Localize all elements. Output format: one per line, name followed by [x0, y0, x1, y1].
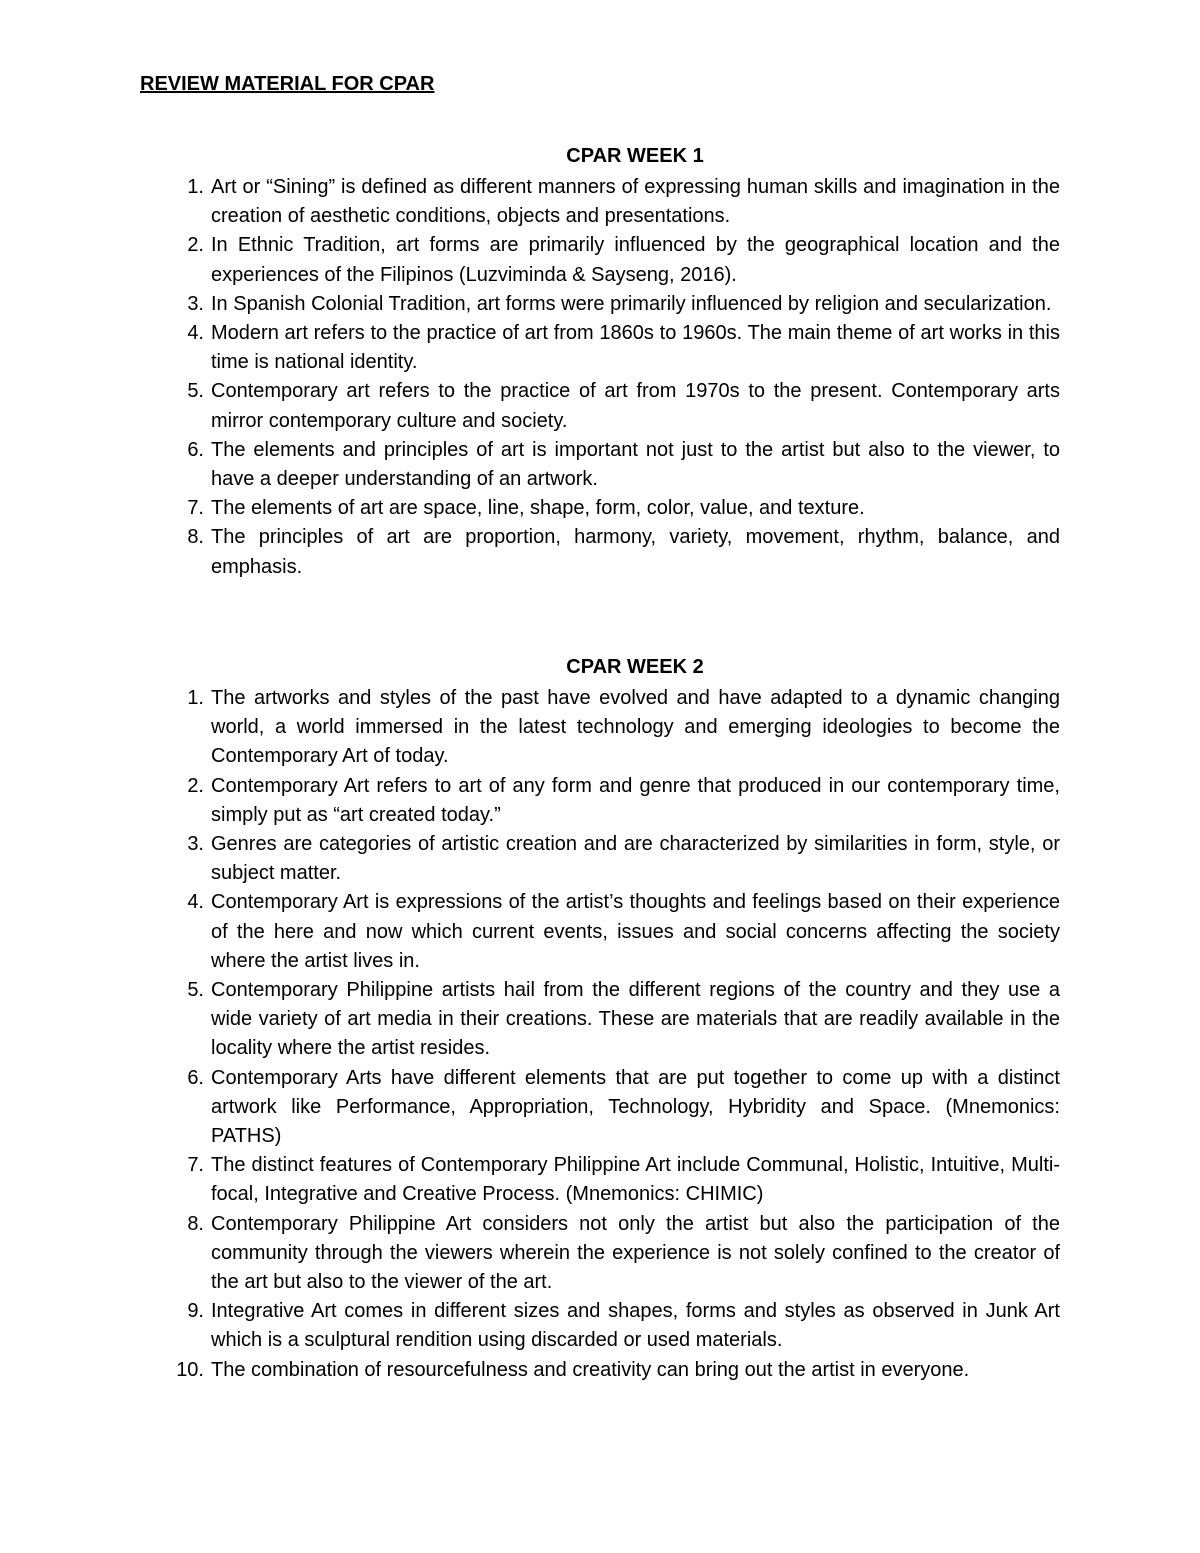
item-number: 5.	[187, 979, 204, 1002]
item-number: 10.	[176, 1358, 204, 1381]
week1-list	[140, 173, 1060, 582]
item-number: 2.	[187, 774, 204, 797]
item-text: The elements of art are space, line, shape, form, color, value, and texture.	[211, 497, 865, 520]
item-text: Contemporary Arts have different elements that are put together to come up with a distinct artwork like Performance, Appropriation, Technology, Hybridity and Space. (Mnemonics: PATHS)	[211, 1066, 1060, 1148]
item-text: Art or “Sining” is defined as different manners of expressing human skills and imagination in the creation of aesthetic conditions, objects and presentations.	[211, 176, 1060, 228]
item-number: 4.	[187, 322, 204, 345]
item-number: 8.	[187, 526, 204, 549]
week2-list	[140, 684, 1060, 1385]
item-text: The principles of art are proportion, harmony, variety, movement, rhythm, balance, and emphasis.	[211, 526, 1060, 578]
week1-section	[140, 142, 1060, 582]
item-text: The distinct features of Contemporary Philippine Art include Communal, Holistic, Intuitive, Multi-focal, Integrative and Creative Process. (Mnemonics: CHIMIC)	[211, 1154, 1060, 1206]
item-number: 4.	[187, 891, 204, 914]
list-item	[140, 1064, 1060, 1152]
item-number: 6.	[187, 438, 204, 461]
item-number: 7.	[187, 497, 204, 520]
item-number: 3.	[187, 833, 204, 856]
list-item	[140, 173, 1060, 231]
item-text: Contemporary Art refers to art of any form and genre that produced in our contemporary time, simply put as “art created today.”	[211, 774, 1060, 826]
item-text: Modern art refers to the practice of art from 1860s to 1960s. The main theme of art works in this time is national identity.	[211, 322, 1060, 374]
list-item	[140, 1151, 1060, 1209]
item-text: Contemporary Philippine Art considers not only the artist but also the participation of the community through the viewers wherein the experience is not solely confined to the creator of the art but also to the viewer of the art.	[211, 1212, 1060, 1294]
document-title: REVIEW MATERIAL FOR CPAR	[140, 73, 435, 95]
list-item	[140, 290, 1060, 319]
list-item	[140, 231, 1060, 289]
list-item	[140, 1356, 1060, 1385]
list-item	[140, 772, 1060, 830]
item-text: The combination of resourcefulness and creativity can bring out the artist in everyone.	[211, 1358, 970, 1381]
item-text: Contemporary Philippine artists hail from the different regions of the country and they use a wide variety of art media in their creations. These are materials that are readily available in the locality where the artist resides.	[211, 979, 1060, 1060]
item-number: 1.	[187, 176, 204, 198]
item-number: 8.	[187, 1212, 204, 1235]
week2-section	[140, 653, 1060, 1385]
item-text: Contemporary Art is expressions of the artist’s thoughts and feelings based on their experience of the here and now which current events, issues and social concerns affecting the society where the artist lives in.	[211, 891, 1060, 972]
item-text: In Ethnic Tradition, art forms are primarily influenced by the geographical location and the experiences of the Filipinos (Luzviminda & Sayseng, 2016).	[211, 234, 1060, 286]
list-item	[140, 684, 1060, 772]
item-text: Integrative Art comes in different sizes and shapes, forms and styles as observed in Junk Art which is a sculptural rendition using discarded or used materials.	[211, 1300, 1060, 1352]
item-number: 6.	[187, 1066, 204, 1089]
list-item	[140, 319, 1060, 377]
list-item	[140, 523, 1060, 581]
item-number: 9.	[187, 1300, 204, 1323]
list-item	[140, 888, 1060, 976]
item-text: Genres are categories of artistic creation and are characterized by similarities in form, style, or subject matter.	[211, 833, 1060, 885]
item-number: 7.	[187, 1154, 204, 1177]
list-item	[140, 436, 1060, 494]
list-item	[140, 494, 1060, 523]
week1-heading: CPAR WEEK 1	[566, 145, 704, 167]
item-text: The artworks and styles of the past have evolved and have adapted to a dynamic changing world, a world immersed in the latest technology and emerging ideologies to become the Contemporary Art of today.	[211, 687, 1060, 768]
list-item	[140, 377, 1060, 435]
list-item	[140, 976, 1060, 1064]
item-number: 5.	[187, 380, 204, 403]
item-text: In Spanish Colonial Tradition, art forms were primarily influenced by religion and secularization.	[211, 292, 1052, 315]
item-text: Contemporary art refers to the practice of art from 1970s to the present. Contemporary arts mirror contemporary culture and society.	[211, 380, 1060, 432]
item-text: The elements and principles of art is important not just to the artist but also to the viewer, to have a deeper understanding of an artwork.	[211, 438, 1060, 491]
item-number: 3.	[187, 292, 204, 315]
item-number: 2.	[187, 234, 204, 257]
week2-heading: CPAR WEEK 2	[566, 656, 704, 678]
list-item	[140, 830, 1060, 888]
list-item	[140, 1210, 1060, 1298]
item-number: 1.	[187, 687, 204, 709]
list-item	[140, 1297, 1060, 1355]
